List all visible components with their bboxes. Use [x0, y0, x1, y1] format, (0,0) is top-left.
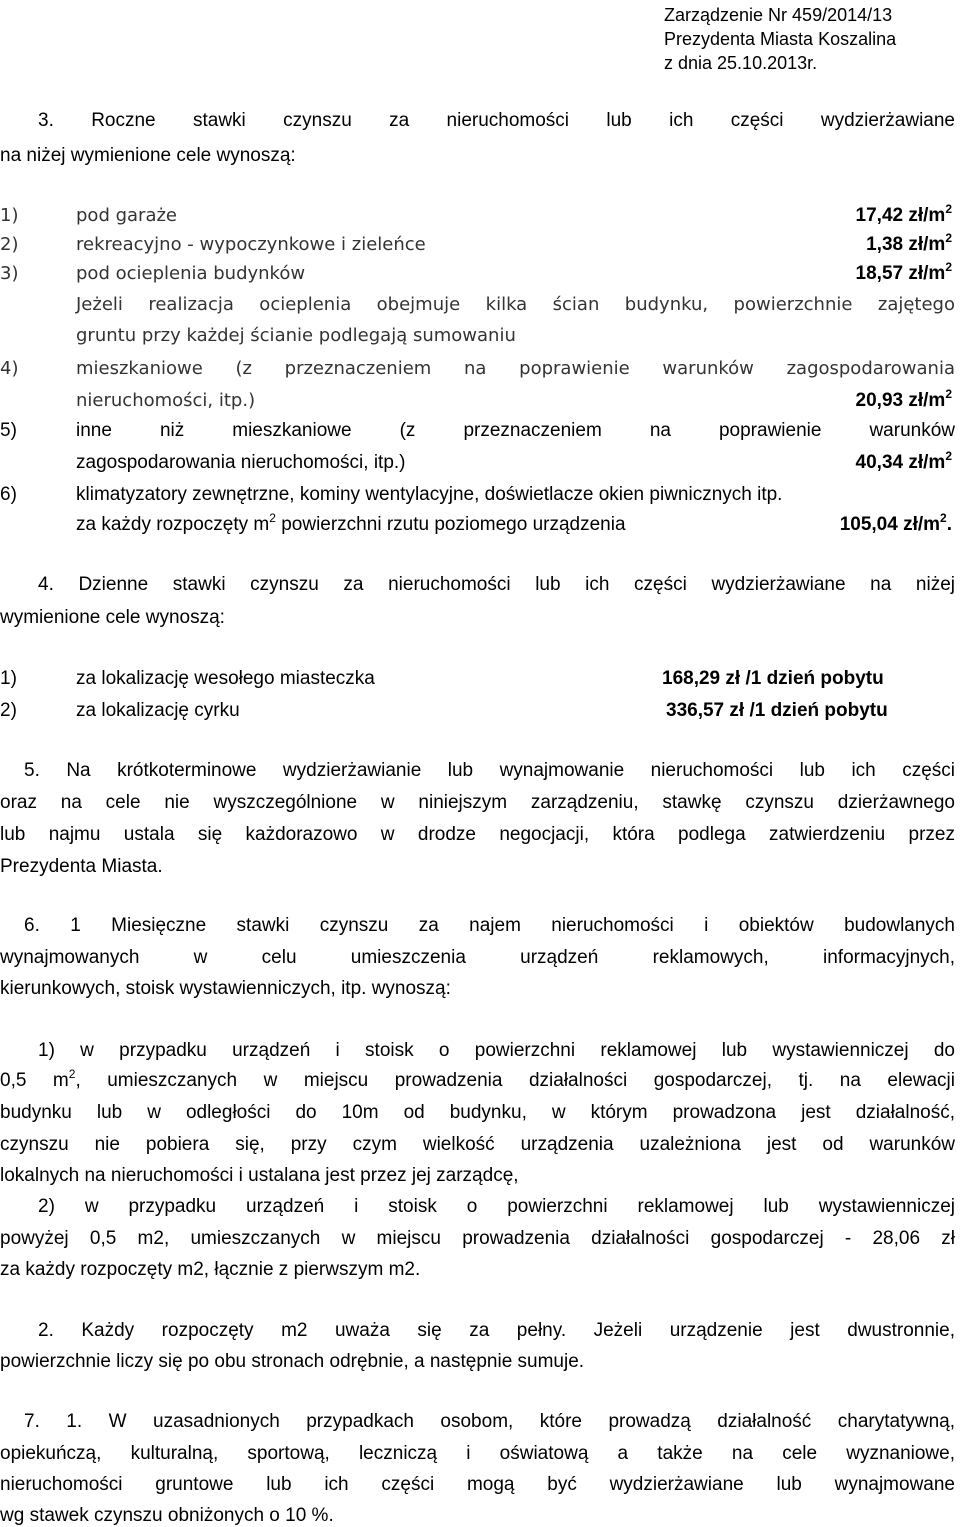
- section-6-p1-d: czynszu nie pobiera się, przy czym wielkość urządzenia uzależniona jest od warunków: [0, 1134, 955, 1155]
- section-7-line-d: wg stawek czynszu obniżonych o 10 %.: [0, 1505, 334, 1526]
- header-line-2: Prezydenta Miasta Koszalina: [664, 29, 897, 49]
- insulation-note-b: gruntu przy każdej ścianie podlegają sumowaniu: [76, 325, 516, 346]
- text-fragment: 105,04 zł/m: [839, 514, 941, 535]
- text-fragment: 0,5 m: [0, 1070, 69, 1091]
- text-fragment: 2: [945, 231, 952, 245]
- section-5-line-b: oraz na cele nie wyszczególnione w niniejszym zarządzeniu, stawkę czynszu dzierżawnego: [0, 792, 955, 813]
- section-6-p2-b: powyżej 0,5 m2, umieszczanych w miejscu prowadzenia działalności gospodarczej - 28,06 zł: [0, 1228, 955, 1249]
- rate-item-num: 2): [0, 234, 19, 255]
- text-fragment: 2: [269, 511, 276, 525]
- section-6-p3-a: 2. Każdy rozpoczęty m2 uważa się za pełny. Jeżeli urządzenie jest dwustronnie,: [38, 1320, 955, 1341]
- text-fragment: powierzchni rzutu poziomego urządzenia: [275, 514, 626, 535]
- text-fragment: 40,34 zł/m: [855, 452, 946, 473]
- rate-item-value: [855, 260, 952, 285]
- rate-item-5-b: zagospodarowania nieruchomości, itp.): [76, 452, 406, 473]
- section-6-line-b: wynajmowanych w celu umieszczenia urządzeń reklamowych, informacyjnych,: [0, 947, 955, 968]
- section-6-p1-a: 1) w przypadku urządzeń i stoisk o powierzchni reklamowej lub wystawienniczej do: [38, 1040, 955, 1061]
- rate-item-num: 1): [0, 205, 19, 226]
- header-line-3: z dnia 25.10.2013r.: [664, 53, 818, 73]
- rate-item-5-value: [855, 449, 952, 474]
- document-header: [664, 3, 896, 75]
- text-fragment: 2: [940, 511, 947, 525]
- rate-item-4-a: mieszkaniowe (z przeznaczeniem na poprawienie warunków zagospodarowania: [76, 358, 955, 379]
- rate-item-5-a: inne niż mieszkaniowe (z przeznaczeniem na poprawienie warunków: [76, 420, 955, 441]
- rate-item-label: pod ocieplenia budynków: [76, 263, 306, 284]
- text-fragment: 2: [945, 260, 952, 274]
- section-6-p2-a: 2) w przypadku urządzeń i stoisk o powierzchni reklamowej lub wystawienniczej: [38, 1196, 955, 1217]
- text-fragment: 1): [0, 668, 17, 689]
- rate-item-value: [866, 231, 952, 256]
- text-fragment: 17,42 zł/m: [855, 205, 946, 226]
- daily-item-1-value: 168,29 zł /1 dzień pobytu: [662, 668, 884, 689]
- section-5-line-a: 5. Na krótkoterminowe wydzierżawianie lub wynajmowanie nieruchomości lub ich części: [24, 760, 955, 781]
- rate-item-label: pod garaże: [76, 205, 177, 226]
- rate-item-4-num: 4): [0, 358, 19, 379]
- text-fragment: 2: [945, 449, 952, 463]
- section-3-lead-a: 3. Roczne stawki czynszu za nieruchomości lub ich części wydzierżawiane: [38, 110, 955, 131]
- rate-item-label: rekreacyjno - wypoczynkowe i zieleńce: [76, 234, 426, 255]
- section-6-p1-b: [0, 1067, 955, 1092]
- text-fragment: za każdy rozpoczęty m: [76, 514, 270, 535]
- section-6-line-a: 6. 1 Miesięczne stawki czynszu za najem nieruchomości i obiektów budowlanych: [24, 915, 955, 936]
- section-6-line-c: kierunkowych, stoisk wystawienniczych, itp. wynoszą:: [0, 978, 451, 999]
- section-7-line-b: opiekuńczą, kulturalną, sportową, leczniczą i oświatową a także na cele wyznaniowe,: [0, 1443, 955, 1464]
- section-6-p1-c: budynku lub w odległości do 10m od budynku, w którym prowadzona jest działalność,: [0, 1102, 955, 1123]
- text-fragment: .: [946, 514, 952, 535]
- text-fragment: 20,93 zł/m: [855, 390, 946, 411]
- rate-item-3: [0, 263, 306, 284]
- rate-item-5-num: 5): [0, 420, 17, 441]
- insulation-note-a: Jeżeli realizacja ocieplenia obejmuje kilka ścian budynku, powierzchnie zajętego: [76, 294, 955, 315]
- daily-item-2: [0, 700, 240, 722]
- rate-item-value: [855, 202, 952, 227]
- rate-item-1: [0, 205, 177, 226]
- rate-item-4-b: nieruchomości, itp.): [76, 390, 256, 411]
- section-6-p1-e: lokalnych na nieruchomości i ustalana jest przez jej zarządcę,: [0, 1165, 519, 1186]
- section-4-lead-b: wymienione cele wynoszą:: [0, 607, 225, 628]
- rate-item-num: 3): [0, 263, 19, 284]
- text-fragment: 2): [0, 700, 17, 721]
- text-fragment: 2: [945, 202, 952, 216]
- rate-item-2: [0, 234, 426, 255]
- text-fragment: za lokalizację wesołego miasteczka: [76, 668, 375, 689]
- text-fragment: za lokalizację cyrku: [76, 700, 240, 721]
- text-fragment: 2: [68, 1067, 76, 1081]
- rate-item-6-num: 6): [0, 484, 17, 505]
- section-6-p3-b: powierzchnie liczy się po obu stronach odrębnie, a następnie sumuje.: [0, 1351, 585, 1372]
- section-6-p2-c: za każdy rozpoczęty m2, łącznie z pierwszym m2.: [0, 1259, 421, 1280]
- rate-item-6-b: [76, 511, 626, 536]
- text-fragment: 2: [945, 387, 952, 401]
- rate-item-4-value: [855, 387, 952, 412]
- text-fragment: 1,38 zł/m: [866, 234, 946, 255]
- section-5-line-c: lub najmu ustala się każdorazowo w drodze negocjacji, która podlega zatwierdzeniu przez: [0, 824, 955, 845]
- section-3-lead-b: na niżej wymienione cele wynoszą:: [0, 145, 296, 166]
- header-line-1: Zarządzenie Nr 459/2014/13: [664, 5, 893, 25]
- section-7-line-c: nieruchomości gruntowe lub ich części mogą być wydzierżawiane lub wynajmowane: [0, 1474, 955, 1495]
- section-4-lead-a: 4. Dzienne stawki czynszu za nieruchomości lub ich części wydzierżawiane na niżej: [38, 574, 955, 595]
- daily-item-1: [0, 668, 375, 690]
- text-fragment: , umieszczanych w miejscu prowadzenia działalności gospodarczej, tj. na elewacji: [75, 1070, 955, 1091]
- section-5-line-d: Prezydenta Miasta.: [0, 856, 163, 877]
- rate-item-6-a: klimatyzatory zewnętrzne, kominy wentylacyjne, doświetlacze okien piwnicznych itp.: [76, 484, 783, 505]
- text-fragment: 18,57 zł/m: [855, 263, 946, 284]
- daily-item-2-value: 336,57 zł /1 dzień pobytu: [666, 700, 888, 721]
- rate-item-6-value: [839, 511, 952, 536]
- section-7-line-a: 7. 1. W uzasadnionych przypadkach osobom, które prowadzą działalność charytatywną,: [24, 1411, 955, 1432]
